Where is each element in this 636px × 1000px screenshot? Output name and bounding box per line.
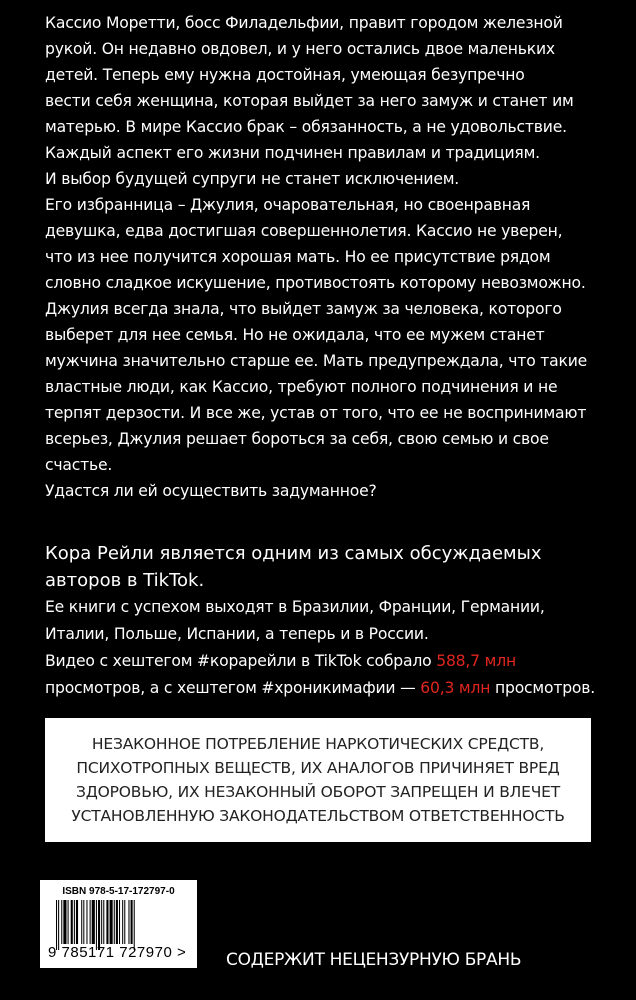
isbn-text: ISBN 978-5-17-172797-0 — [62, 886, 175, 897]
author-lead-line: авторов в TikTok. — [45, 570, 205, 591]
synopsis-line: что из нее получится хорошая мать. Но ее присутствие рядом — [45, 248, 551, 266]
barcode-bars — [56, 900, 171, 950]
synopsis-line: мужчина значительно старше ее. Мать предупреждала, что такие — [45, 352, 588, 370]
warning-line: УСТАНОВЛЕННУЮ ЗАКОНОДАТЕЛЬСТВОМ ОТВЕТСТВЕННОСТЬ — [71, 807, 565, 825]
stat-value: 60,3 млн — [420, 679, 491, 697]
barcode-bar — [134, 900, 135, 950]
barcode-bar — [86, 900, 87, 944]
barcode-bar — [76, 900, 78, 944]
barcode-bar — [106, 900, 108, 944]
barcode-bar — [74, 900, 75, 944]
synopsis-line: всерьез, Джулия решает бороться за себя, свою семью и свое — [45, 430, 549, 448]
synopsis-line: Кассио Моретти, босс Филадельфии, правит городом железной — [45, 14, 563, 32]
barcode-bar — [114, 900, 115, 944]
synopsis-line: рукой. Он недавно овдовел, и у него остались двое маленьких — [45, 40, 555, 58]
barcode-bar — [131, 900, 133, 944]
author-lead-line: Кора Рейли является одним из самых обсуждаемых — [45, 543, 542, 564]
barcode-bar — [61, 900, 62, 944]
synopsis-line: матерью. В мире Кассио брак – обязанность, а не удовольствие. — [45, 118, 567, 136]
stat-text: просмотров. — [490, 679, 596, 697]
synopsis-line: Его избранница – Джулия, очаровательная, но своенравная — [45, 196, 531, 214]
stat-text: просмотров, а с хештегом #хроникимафии — — [45, 679, 421, 697]
barcode-bar — [63, 900, 66, 944]
synopsis-line: властные люди, как Кассио, требуют полного подчинения и не — [45, 378, 558, 396]
author-blurb — [45, 540, 635, 702]
author-stat-line-2 — [45, 675, 635, 702]
author-countries-line: Италии, Польше, Испании, а теперь и в России. — [45, 625, 429, 643]
synopsis-line: Удастся ли ей осуществить задуманное? — [45, 482, 377, 500]
barcode-bar — [122, 900, 123, 944]
synopsis-line: словно сладкое искушение, противостоять которому невозможно. — [45, 274, 586, 292]
barcode-bar — [68, 900, 69, 944]
drug-warning-box — [45, 718, 591, 842]
barcode-bar — [119, 900, 120, 944]
barcode-bar — [96, 900, 97, 950]
isbn-barcode — [40, 880, 197, 968]
synopsis-line: детей. Теперь ему нужна достойная, умеющая безупречно — [45, 66, 525, 84]
synopsis-line: Каждый аспект его жизни подчинен правилам и традициям. — [45, 144, 540, 162]
barcode-bar — [101, 900, 102, 944]
synopsis-line: терпят дерзости. И все же, устав от того, что ее не воспринимают — [45, 404, 587, 422]
warning-line: НЕЗАКОННОЕ ПОТРЕБЛЕНИЕ НАРКОТИЧЕСКИХ СРЕДСТВ, — [91, 735, 545, 753]
barcode-bar — [124, 900, 125, 944]
warning-line: ЗДОРОВЬЮ, ИХ НЕЗАКОННЫЙ ОБОРОТ ЗАПРЕЩЕН И ВЛЕЧЕТ — [75, 783, 561, 801]
barcode-bar — [83, 900, 84, 944]
barcode-digits: 9 785171 727970 > — [48, 944, 187, 961]
barcode-bar — [110, 900, 113, 944]
barcode-bar — [128, 900, 129, 944]
synopsis-line: вести себя женщина, которая выйдет за него замуж и станет им — [45, 92, 574, 110]
synopsis-line: И выбор будущей супруги не станет исключением. — [45, 170, 460, 188]
synopsis-line: Джулия всегда знала, что выйдет замуж за человека, которого — [45, 300, 562, 318]
barcode-bar — [116, 900, 118, 944]
profanity-notice: СОДЕРЖИТ НЕЦЕНЗУРНУЮ БРАНЬ — [226, 950, 522, 970]
barcode-bar — [58, 900, 59, 950]
barcode-bar — [92, 900, 95, 944]
stat-text: Видео с хештегом #корарейли в TikTok собрало — [45, 652, 437, 670]
barcode-bar — [71, 900, 73, 944]
synopsis-line: выберет для нее семья. Но не ожидала, что ее мужем станет — [45, 326, 545, 344]
warning-line: ПСИХОТРОПНЫХ ВЕЩЕСТВ, ИХ АНАЛОГОВ ПРИЧИНЯЕТ ВРЕД — [76, 759, 560, 777]
synopsis-line: девушка, едва достигшая совершеннолетия. Кассио не уверен, — [45, 222, 563, 240]
barcode-bar — [103, 900, 104, 944]
barcode-bar — [98, 900, 100, 950]
barcode-bar — [90, 900, 91, 944]
barcode-bar — [56, 900, 57, 950]
author-stat-line-1 — [45, 648, 635, 675]
author-countries-line: Ее книги с успехом выходят в Бразилии, Франции, Германии, — [45, 598, 545, 616]
stat-value: 588,7 млн — [436, 652, 516, 670]
synopsis — [45, 10, 635, 504]
synopsis-line: счастье. — [45, 456, 113, 474]
barcode-bar — [81, 900, 82, 944]
